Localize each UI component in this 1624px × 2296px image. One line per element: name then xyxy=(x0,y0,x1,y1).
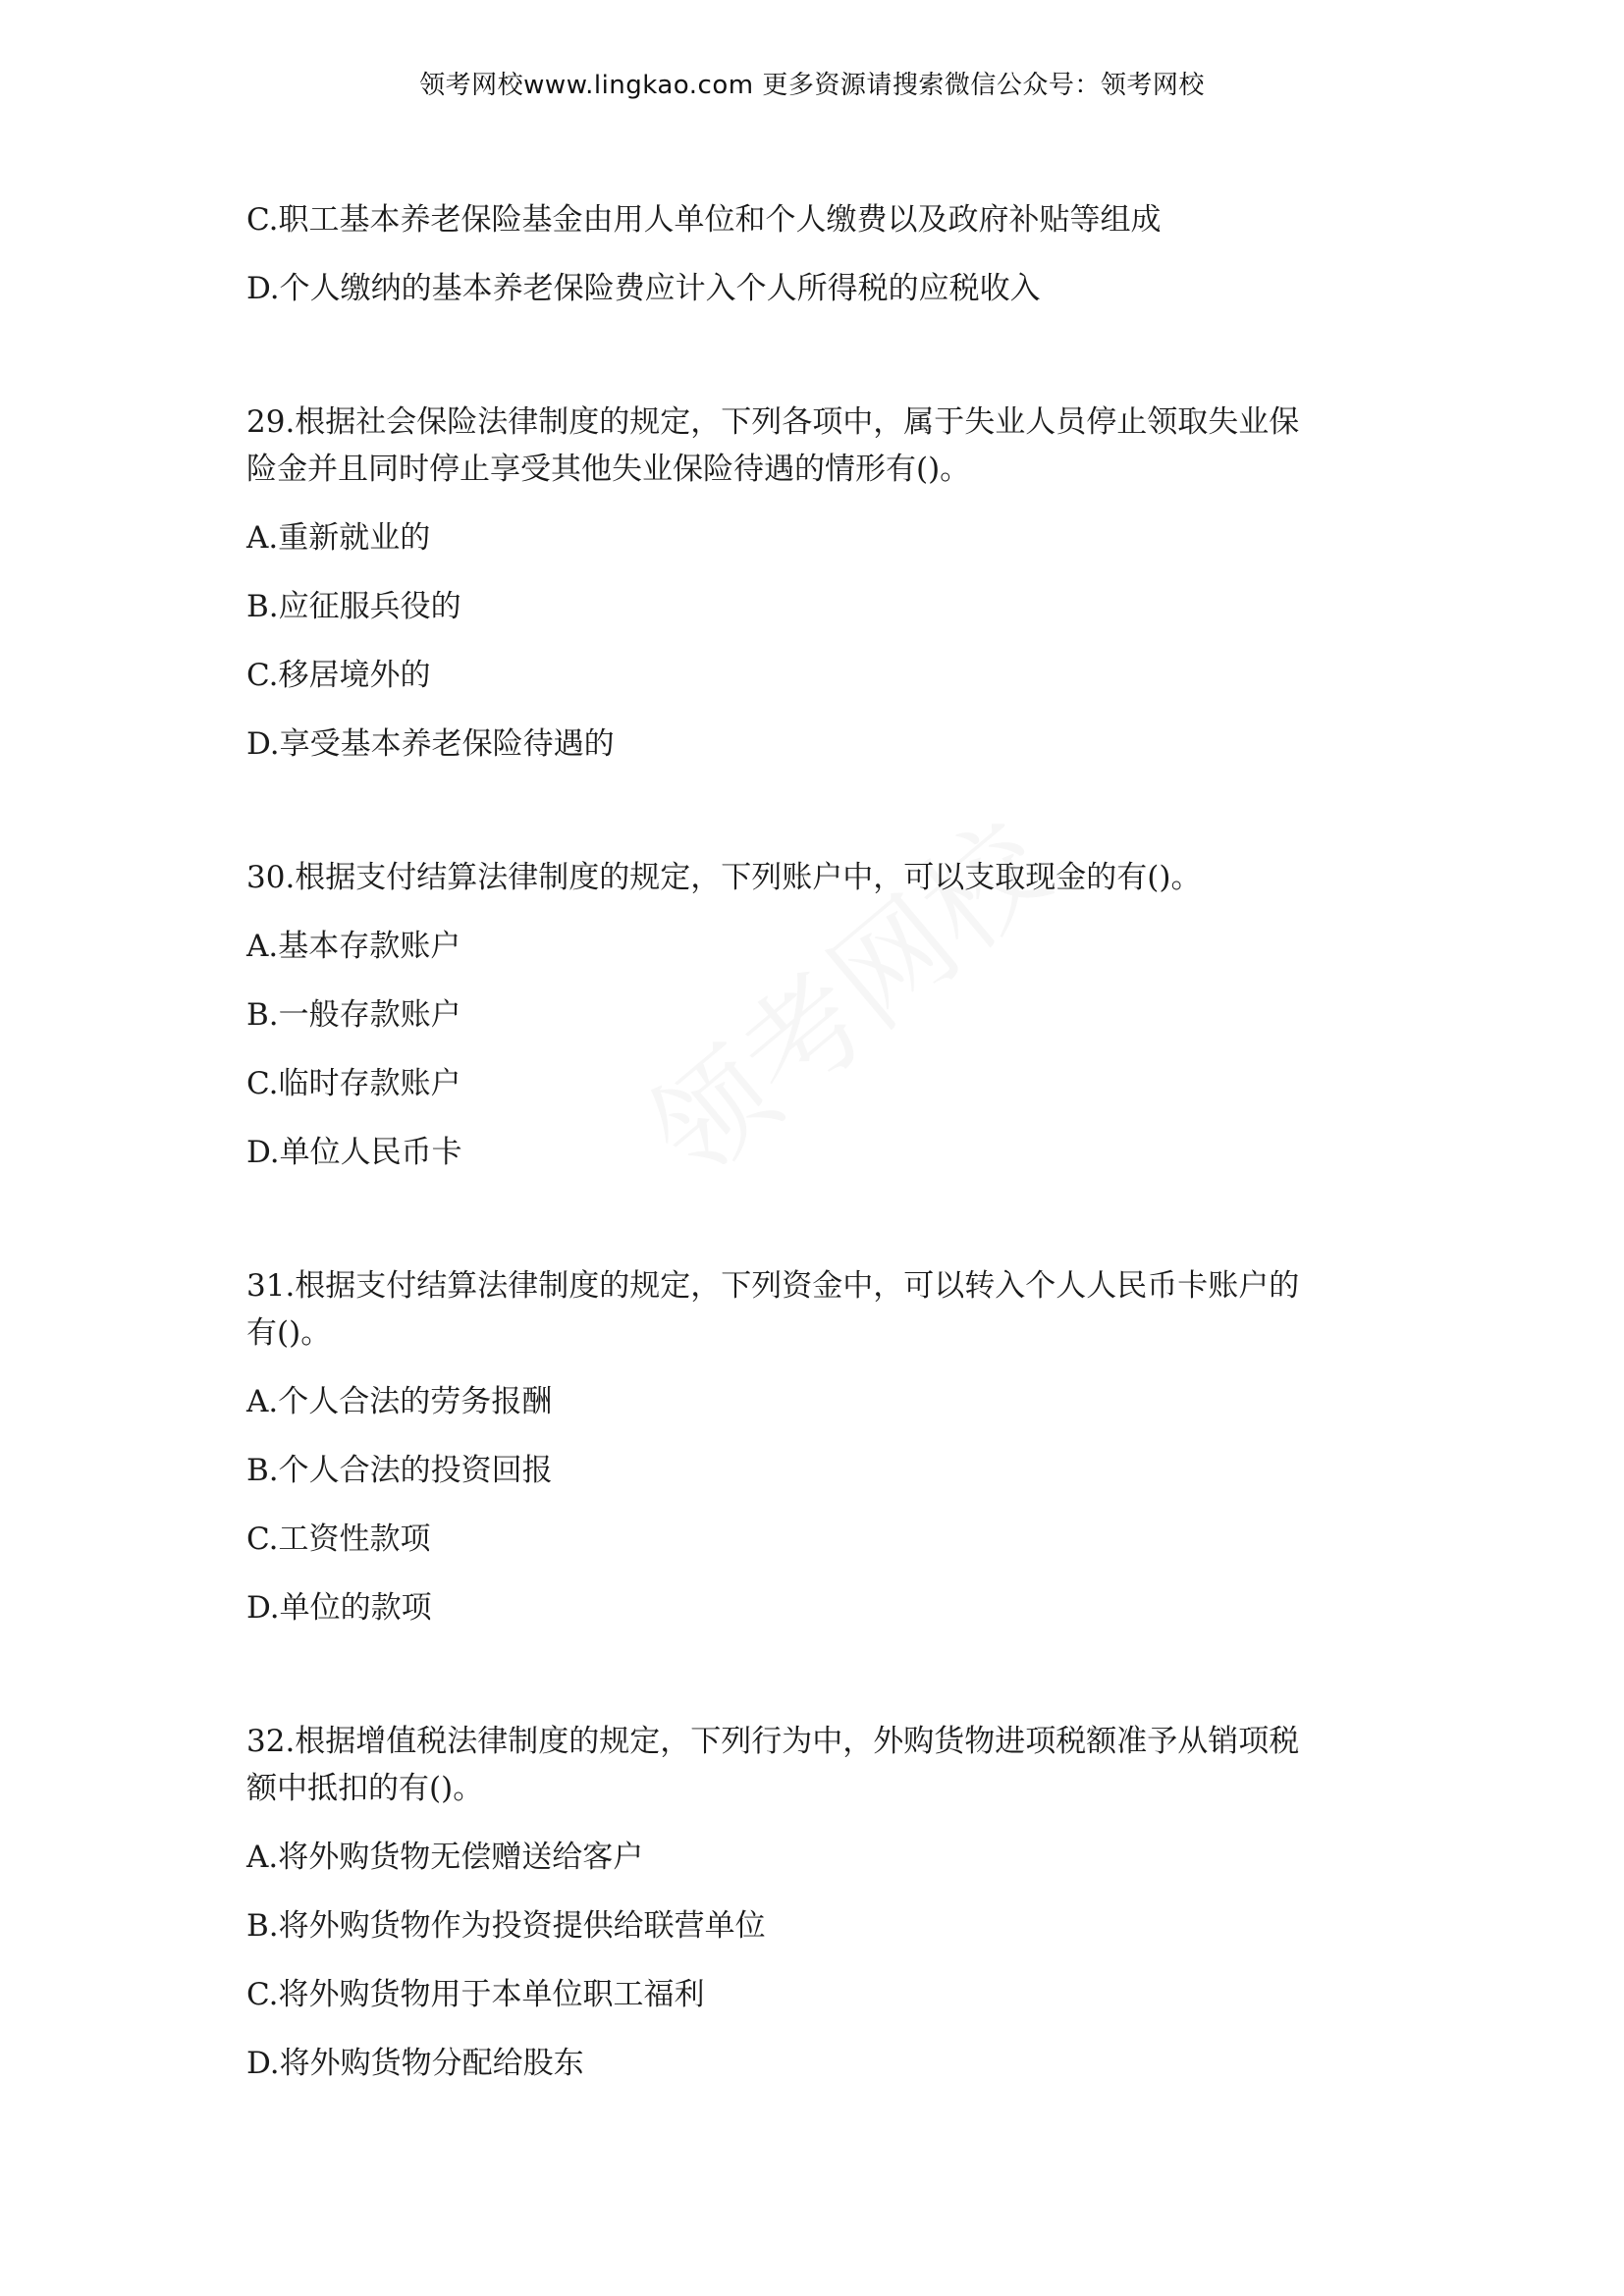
option-c: C.临时存款账户 xyxy=(246,1066,461,1101)
option-a: A.基本存款账户 xyxy=(246,929,461,964)
question-30 xyxy=(246,854,1385,1176)
option-d: D.单位的款项 xyxy=(246,1590,432,1626)
option-d: D.享受基本养老保险待遇的 xyxy=(246,726,615,762)
option-b: B.将外购货物作为投资提供给联营单位 xyxy=(246,1908,766,1944)
option-a: A.将外购货物无偿赠送给客户 xyxy=(246,1840,644,1875)
question-31 xyxy=(246,1262,1385,1631)
question-text-line: 险金并且同时停止享受其他失业保险待遇的情形有()。 xyxy=(246,452,971,487)
question-text-line: 有()。 xyxy=(246,1315,332,1351)
option-a: A.重新就业的 xyxy=(246,520,431,556)
question-29 xyxy=(246,399,1385,768)
option-b: B.个人合法的投资回报 xyxy=(246,1453,553,1488)
document-body xyxy=(246,196,1385,2109)
option-c: C.将外购货物用于本单位职工福利 xyxy=(246,1977,705,2012)
option-b: B.一般存款账户 xyxy=(246,997,461,1033)
question-text-line: 31.根据支付结算法律制度的规定，下列资金中，可以转入个人人民币卡账户的 xyxy=(246,1268,1300,1304)
question-text-line: 32.根据增值税法律制度的规定，下列行为中，外购货物进项税额准予从销项税 xyxy=(246,1724,1300,1759)
question-text-line: 29.根据社会保险法律制度的规定，下列各项中，属于失业人员停止领取失业保 xyxy=(246,404,1300,440)
option-d: D.单位人民币卡 xyxy=(246,1135,462,1170)
option-c: C.工资性款项 xyxy=(246,1522,431,1557)
option-b: B.应征服兵役的 xyxy=(246,589,461,624)
page-header: 领考网校www.lingkao.com 更多资源请搜索微信公众号：领考网校 xyxy=(419,71,1205,100)
question-32 xyxy=(246,1718,1385,2087)
option-d-prev: D.个人缴纳的基本养老保险费应计入个人所得税的应税收入 xyxy=(246,271,1041,306)
option-d: D.将外购货物分配给股东 xyxy=(246,2046,584,2081)
question-text-line: 30.根据支付结算法律制度的规定，下列账户中，可以支取现金的有()。 xyxy=(246,860,1202,895)
option-c: C.移居境外的 xyxy=(246,658,431,693)
option-a: A.个人合法的劳务报酬 xyxy=(246,1384,553,1419)
option-c-prev: C.职工基本养老保险基金由用人单位和个人缴费以及政府补贴等组成 xyxy=(246,202,1162,238)
question-text-line: 额中抵扣的有()。 xyxy=(246,1771,484,1806)
